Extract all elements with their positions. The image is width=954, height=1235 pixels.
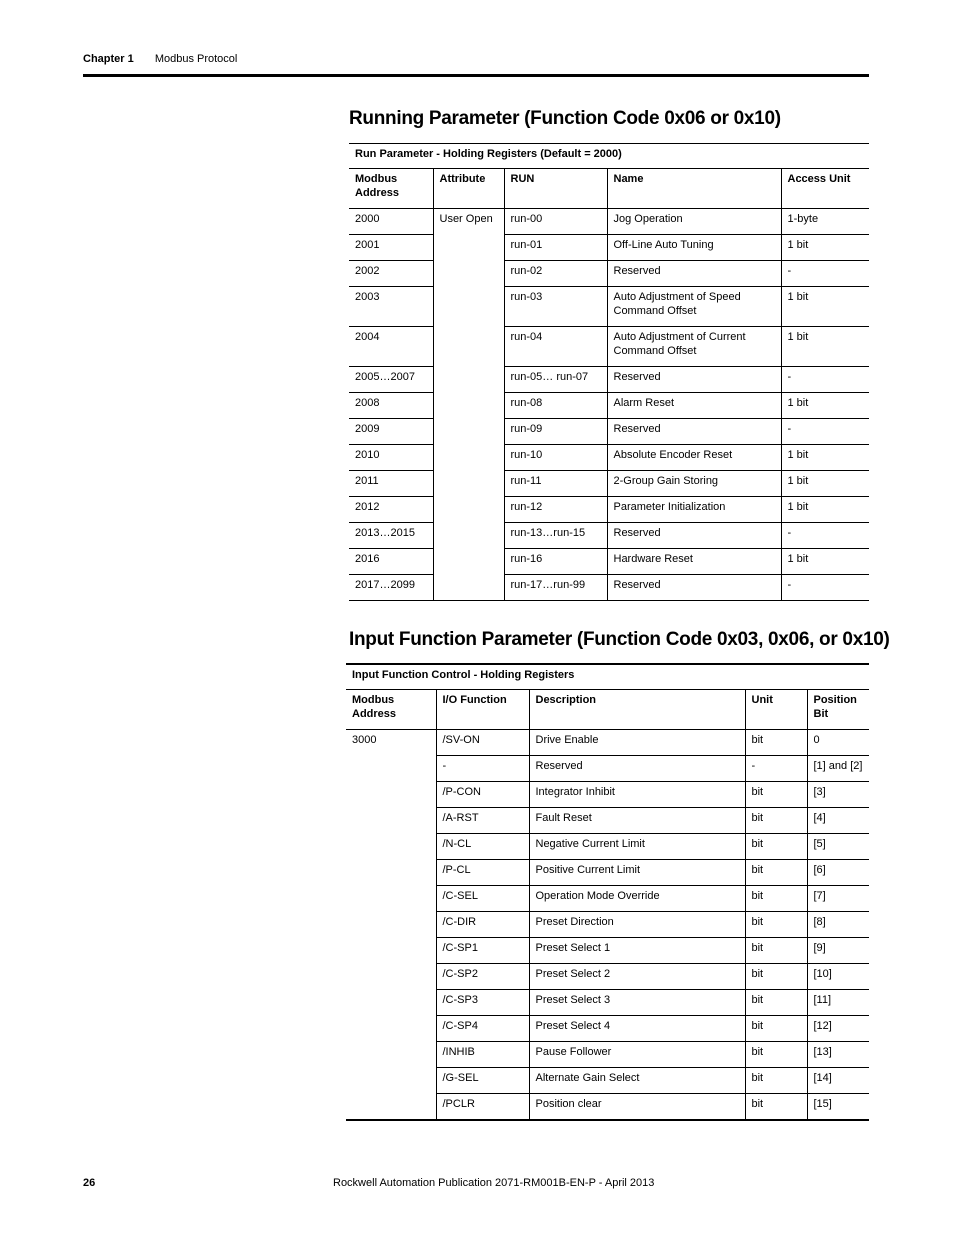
position-bit-cell: [13]: [807, 1042, 869, 1068]
position-bit-cell: [11]: [807, 990, 869, 1016]
io-function-cell: /A-RST: [436, 808, 529, 834]
run-code-cell: run-05… run-07: [504, 367, 607, 393]
position-bit-cell: [10]: [807, 964, 869, 990]
attribute-cell: User Open: [433, 209, 504, 601]
access-unit-cell: 1 bit: [781, 549, 869, 575]
modbus-address-cell: 3000: [346, 730, 436, 1121]
run-code-cell: run-03: [504, 287, 607, 327]
column-header: Position Bit: [807, 690, 869, 730]
table-row: [349, 367, 869, 393]
io-function-cell: -: [436, 756, 529, 782]
column-header: I/O Function: [436, 690, 529, 730]
unit-cell: bit: [745, 808, 807, 834]
description-cell: Preset Select 4: [529, 1016, 745, 1042]
column-header: Attribute: [433, 169, 504, 209]
modbus-address-cell: 2016: [349, 549, 433, 575]
description-cell: Negative Current Limit: [529, 834, 745, 860]
modbus-address-cell: 2012: [349, 497, 433, 523]
run-code-cell: run-08: [504, 393, 607, 419]
access-unit-cell: 1-byte: [781, 209, 869, 235]
unit-cell: bit: [745, 912, 807, 938]
unit-cell: bit: [745, 1068, 807, 1094]
unit-cell: bit: [745, 730, 807, 756]
modbus-address-cell: 2001: [349, 235, 433, 261]
unit-cell: bit: [745, 938, 807, 964]
io-function-cell: /C-SP3: [436, 990, 529, 1016]
header-rule: [83, 74, 869, 77]
position-bit-cell: [8]: [807, 912, 869, 938]
position-bit-cell: [7]: [807, 886, 869, 912]
io-function-cell: /C-SP4: [436, 1016, 529, 1042]
input-function-heading: Input Function Parameter (Function Code 0x03, 0x06, or 0x10): [349, 629, 890, 650]
name-cell: Reserved: [607, 419, 781, 445]
io-function-cell: /SV-ON: [436, 730, 529, 756]
table-row: [349, 575, 869, 601]
running-parameter-heading: Running Parameter (Function Code 0x06 or 0x10): [349, 108, 781, 129]
table-row: [349, 445, 869, 471]
table-caption: Run Parameter - Holding Registers (Default = 2000): [349, 144, 869, 169]
run-code-cell: run-11: [504, 471, 607, 497]
page-number: 26: [83, 1177, 96, 1189]
io-function-cell: /C-SEL: [436, 886, 529, 912]
table-row: [349, 235, 869, 261]
position-bit-cell: [4]: [807, 808, 869, 834]
unit-cell: bit: [745, 1094, 807, 1121]
io-function-cell: /C-SP1: [436, 938, 529, 964]
description-cell: Preset Select 3: [529, 990, 745, 1016]
modbus-address-cell: 2004: [349, 327, 433, 367]
unit-cell: bit: [745, 1042, 807, 1068]
position-bit-cell: [14]: [807, 1068, 869, 1094]
access-unit-cell: -: [781, 523, 869, 549]
name-cell: Off-Line Auto Tuning: [607, 235, 781, 261]
unit-cell: bit: [745, 834, 807, 860]
io-function-cell: /C-DIR: [436, 912, 529, 938]
name-cell: Reserved: [607, 575, 781, 601]
position-bit-cell: [1] and [2]: [807, 756, 869, 782]
run-code-cell: run-16: [504, 549, 607, 575]
unit-cell: bit: [745, 990, 807, 1016]
name-cell: Parameter Initialization: [607, 497, 781, 523]
access-unit-cell: -: [781, 575, 869, 601]
io-function-cell: /P-CON: [436, 782, 529, 808]
table-row: [349, 497, 869, 523]
position-bit-cell: [15]: [807, 1094, 869, 1121]
description-cell: Pause Follower: [529, 1042, 745, 1068]
name-cell: Alarm Reset: [607, 393, 781, 419]
description-cell: Fault Reset: [529, 808, 745, 834]
column-header: Access Unit: [781, 169, 869, 209]
run-code-cell: run-02: [504, 261, 607, 287]
description-cell: Preset Select 2: [529, 964, 745, 990]
run-code-cell: run-01: [504, 235, 607, 261]
access-unit-cell: -: [781, 261, 869, 287]
description-cell: Reserved: [529, 756, 745, 782]
name-cell: Absolute Encoder Reset: [607, 445, 781, 471]
access-unit-cell: 1 bit: [781, 287, 869, 327]
unit-cell: bit: [745, 782, 807, 808]
position-bit-cell: [3]: [807, 782, 869, 808]
table-row: [349, 209, 869, 235]
section-label: Modbus Protocol: [154, 53, 238, 65]
modbus-address-cell: 2002: [349, 261, 433, 287]
name-cell: Hardware Reset: [607, 549, 781, 575]
unit-cell: bit: [745, 1016, 807, 1042]
unit-cell: bit: [745, 860, 807, 886]
name-cell: 2-Group Gain Storing: [607, 471, 781, 497]
run-code-cell: run-04: [504, 327, 607, 367]
table-caption: Input Function Control - Holding Registers: [346, 664, 869, 690]
position-bit-cell: [5]: [807, 834, 869, 860]
input-function-table: [346, 663, 869, 1121]
table-row: [349, 523, 869, 549]
position-bit-cell: [12]: [807, 1016, 869, 1042]
table-row: [349, 471, 869, 497]
access-unit-cell: -: [781, 419, 869, 445]
access-unit-cell: 1 bit: [781, 327, 869, 367]
access-unit-cell: 1 bit: [781, 445, 869, 471]
description-cell: Alternate Gain Select: [529, 1068, 745, 1094]
io-function-cell: /P-CL: [436, 860, 529, 886]
access-unit-cell: 1 bit: [781, 235, 869, 261]
modbus-address-cell: 2010: [349, 445, 433, 471]
name-cell: Reserved: [607, 261, 781, 287]
column-header: Modbus Address: [346, 690, 436, 730]
position-bit-cell: [9]: [807, 938, 869, 964]
name-cell: Auto Adjustment of Speed Command Offset: [607, 287, 781, 327]
run-code-cell: run-17…run-99: [504, 575, 607, 601]
name-cell: Reserved: [607, 367, 781, 393]
running-header: [83, 53, 237, 65]
io-function-cell: /C-SP2: [436, 964, 529, 990]
column-header: Description: [529, 690, 745, 730]
modbus-address-cell: 2017…2099: [349, 575, 433, 601]
table-row: [349, 287, 869, 327]
table-row: [349, 261, 869, 287]
table-row: [349, 419, 869, 445]
io-function-cell: /G-SEL: [436, 1068, 529, 1094]
modbus-address-cell: 2009: [349, 419, 433, 445]
access-unit-cell: -: [781, 367, 869, 393]
column-header: Name: [607, 169, 781, 209]
chapter-label: Chapter 1: [83, 53, 134, 65]
access-unit-cell: 1 bit: [781, 393, 869, 419]
run-code-cell: run-13…run-15: [504, 523, 607, 549]
name-cell: Reserved: [607, 523, 781, 549]
modbus-address-cell: 2008: [349, 393, 433, 419]
position-bit-cell: 0: [807, 730, 869, 756]
column-header: Unit: [745, 690, 807, 730]
run-code-cell: run-09: [504, 419, 607, 445]
modbus-address-cell: 2005…2007: [349, 367, 433, 393]
description-cell: Preset Select 1: [529, 938, 745, 964]
unit-cell: bit: [745, 964, 807, 990]
modbus-address-cell: 2000: [349, 209, 433, 235]
description-cell: Operation Mode Override: [529, 886, 745, 912]
run-parameter-table: [349, 143, 869, 601]
name-cell: Auto Adjustment of Current Command Offset: [607, 327, 781, 367]
unit-cell: bit: [745, 886, 807, 912]
table-row: [349, 549, 869, 575]
io-function-cell: /PCLR: [436, 1094, 529, 1121]
run-code-cell: run-10: [504, 445, 607, 471]
description-cell: Position clear: [529, 1094, 745, 1121]
access-unit-cell: 1 bit: [781, 497, 869, 523]
description-cell: Drive Enable: [529, 730, 745, 756]
modbus-address-cell: 2003: [349, 287, 433, 327]
column-header: Modbus Address: [349, 169, 433, 209]
column-header: RUN: [504, 169, 607, 209]
table-row: [349, 327, 869, 367]
modbus-address-cell: 2013…2015: [349, 523, 433, 549]
modbus-address-cell: 2011: [349, 471, 433, 497]
access-unit-cell: 1 bit: [781, 471, 869, 497]
description-cell: Preset Direction: [529, 912, 745, 938]
io-function-cell: /N-CL: [436, 834, 529, 860]
name-cell: Jog Operation: [607, 209, 781, 235]
unit-cell: -: [745, 756, 807, 782]
table-row: [346, 730, 869, 756]
run-code-cell: run-00: [504, 209, 607, 235]
run-code-cell: run-12: [504, 497, 607, 523]
table-row: [349, 393, 869, 419]
position-bit-cell: [6]: [807, 860, 869, 886]
description-cell: Integrator Inhibit: [529, 782, 745, 808]
publication-footer: Rockwell Automation Publication 2071-RM001B-EN-P - April 2013: [333, 1177, 655, 1189]
description-cell: Positive Current Limit: [529, 860, 745, 886]
io-function-cell: /INHIB: [436, 1042, 529, 1068]
